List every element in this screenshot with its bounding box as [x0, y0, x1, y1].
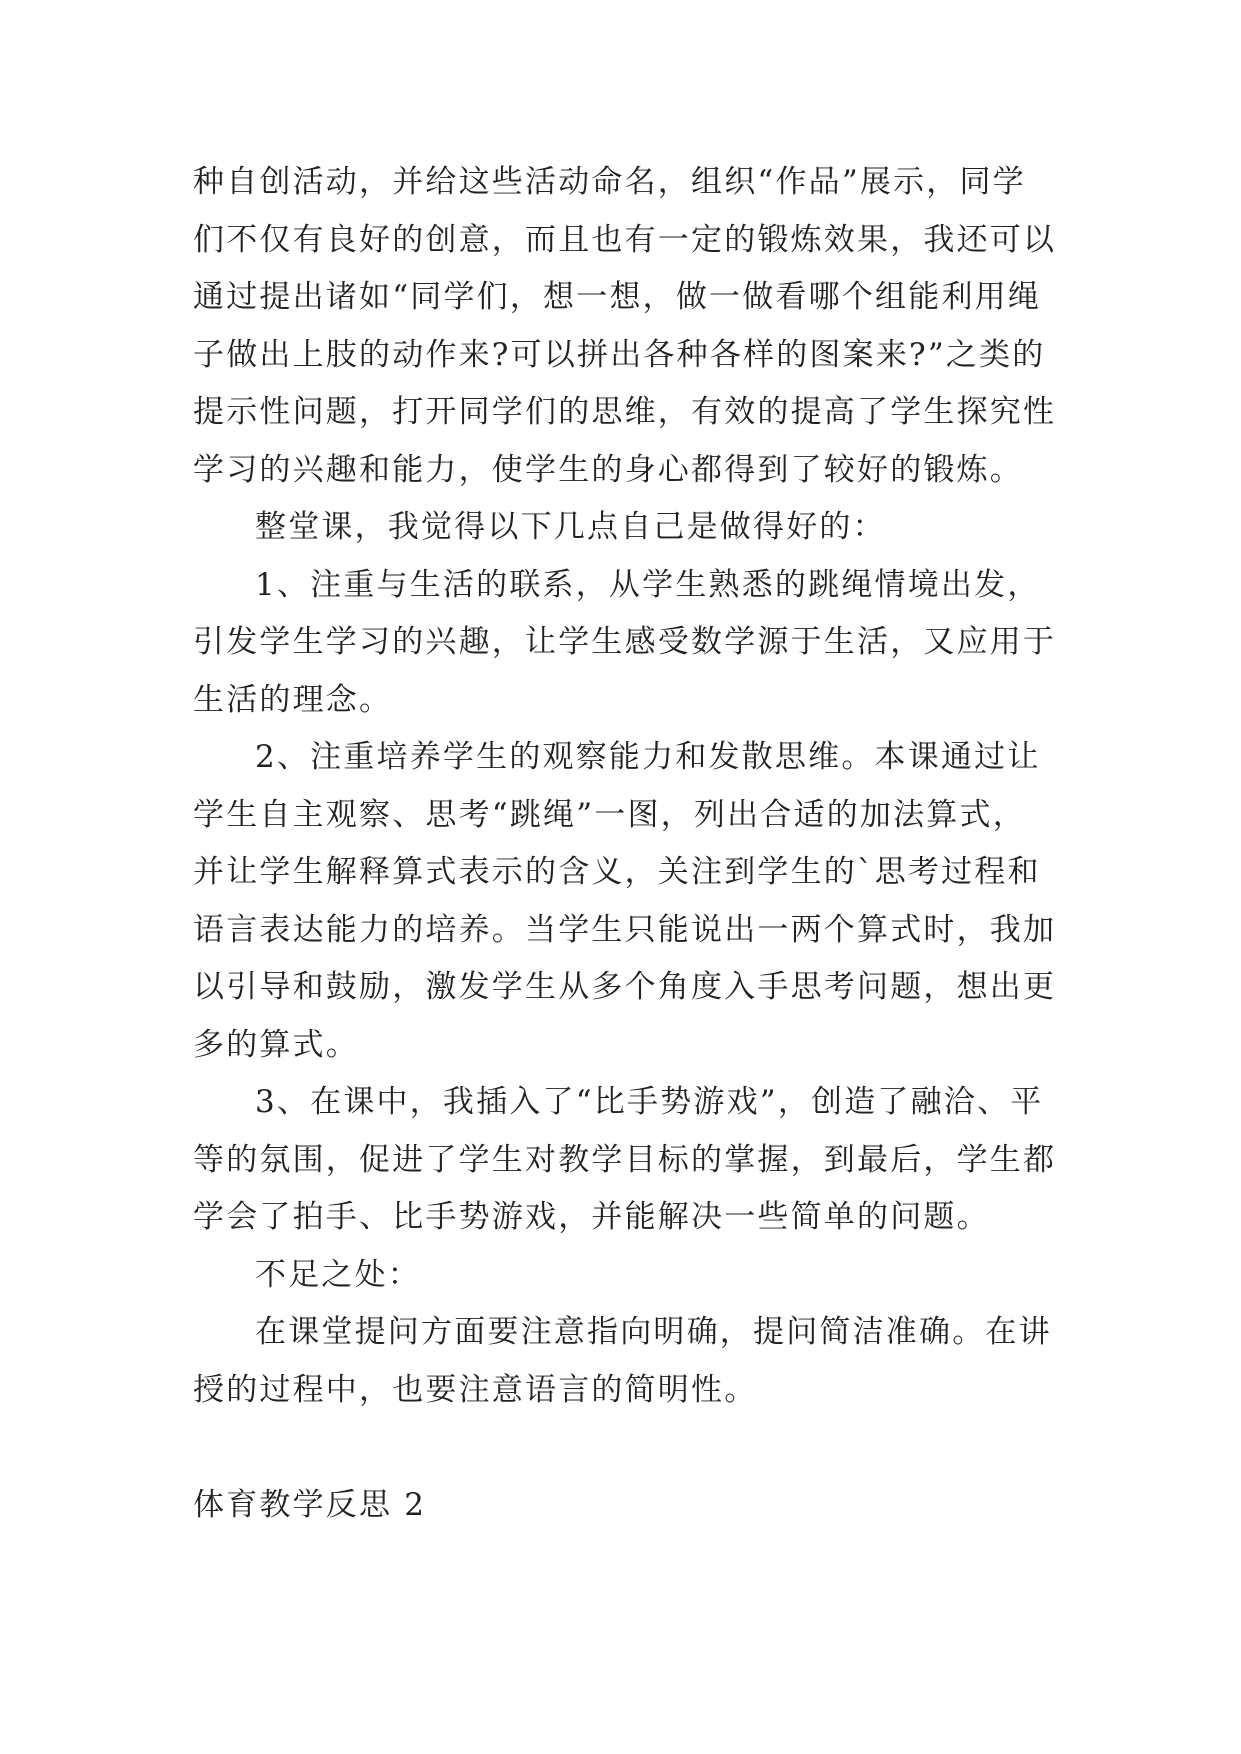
body-line: 并让学生解释算式表示的含义，关注到学生的`思考过程和: [193, 854, 1041, 890]
paragraph-start: 3、在课中，我插入了“比手势游戏”，创造了融洽、平: [255, 1084, 1044, 1120]
body-line: 引发学生学习的兴趣，让学生感受数学源于生活，又应用于: [193, 624, 1057, 660]
paragraph-start: 2、注重培养学生的观察能力和发散思维。本课通过让: [255, 739, 1041, 775]
body-line: 等的氛围，促进了学生对教学目标的掌握，到最后，学生都: [193, 1141, 1057, 1178]
section-heading: 体育教学反思 2: [193, 1486, 427, 1523]
body-line: 学习的兴趣和能力，使学生的身心都得到了较好的锻炼。: [193, 451, 1023, 488]
body-line: 学生自主观察、思考“跳绳”一图，列出合适的加法算式，: [193, 796, 1026, 833]
paragraph-start: 不足之处：: [255, 1256, 421, 1293]
body-line: 学会了拍手、比手势游戏，并能解决一些简单的问题。: [193, 1199, 990, 1235]
body-line: 多的算式。: [193, 1026, 359, 1063]
body-line: 授的过程中，也要注意语言的简明性。: [193, 1371, 758, 1408]
paragraph-start: 1、注重与生活的联系，从学生熟悉的跳绳情境出发，: [255, 566, 1041, 603]
body-line: 生活的理念。: [193, 681, 393, 718]
blank-line: [193, 1419, 1053, 1477]
body-line: 们不仅有良好的创意，而且也有一定的锻炼效果，我还可以: [193, 221, 1057, 258]
paragraph-start: 在课堂提问方面要注意指向明确，提问简洁准确。在讲: [255, 1314, 1052, 1350]
document-page: [193, 154, 1057, 1534]
body-line: 提示性问题，打开同学们的思维，有效的提高了学生探究性: [193, 394, 1057, 430]
body-line: 通过提出诸如“同学们，想一想，做一做看哪个组能利用绳: [193, 279, 1042, 315]
body-line: 子做出上肢的动作来?可以拼出各种各样的图案来?”之类的: [193, 336, 1046, 373]
body-line: 语言表达能力的培养。当学生只能说出一两个算式时，我加: [193, 911, 1057, 948]
paragraph-start: 整堂课，我觉得以下几点自己是做得好的：: [255, 509, 886, 545]
body-line: 种自创活动，并给这些活动命名，组织“作品”展示，同学: [193, 164, 1026, 200]
body-line: 以引导和鼓励，激发学生从多个角度入手思考问题，想出更: [193, 969, 1057, 1005]
